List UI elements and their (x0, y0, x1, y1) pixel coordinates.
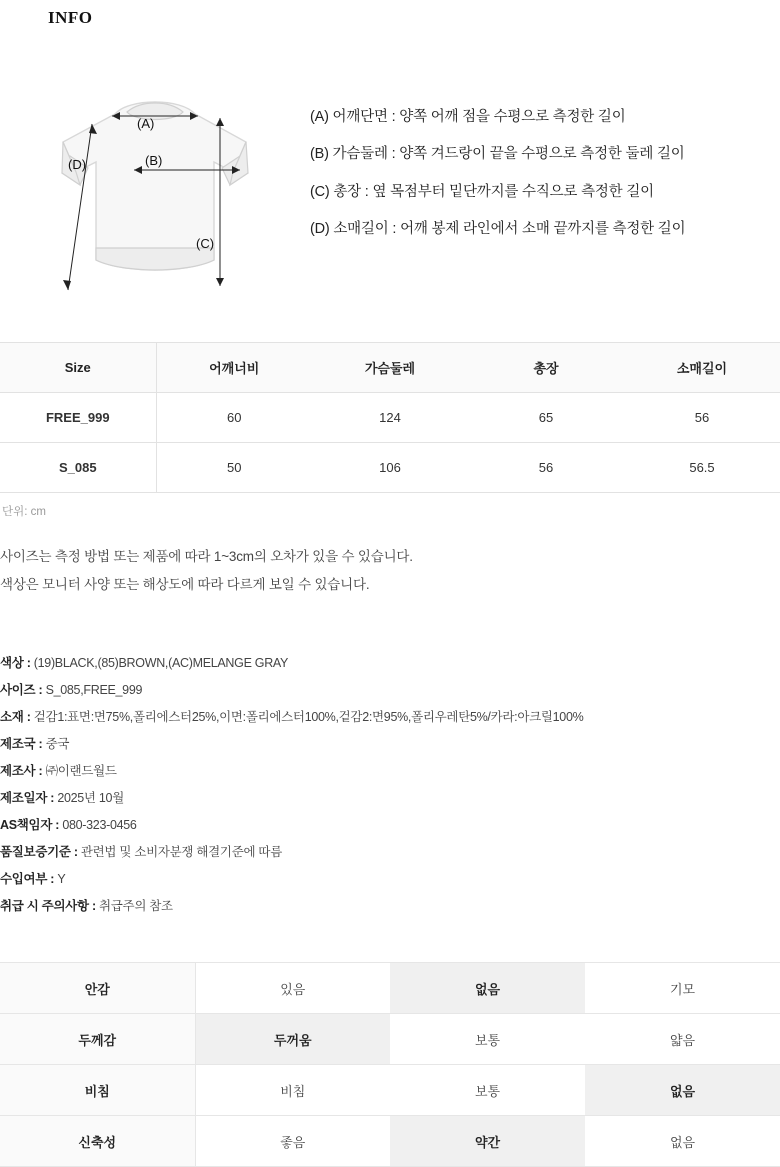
attribute-option: 없음 (585, 1116, 780, 1167)
spec-value: ㈜이랜드월드 (45, 764, 117, 778)
spec-value: 겉감1:표면:면75%,폴리에스터25%,이면:폴리에스터100%,겉감2:면95%,폴리우레탄5%/카라:아크릴100% (33, 710, 584, 724)
notice-line-1: 사이즈는 측정 방법 또는 제품에 따라 1~3cm의 오차가 있을 수 있습니다. (0, 549, 413, 564)
attribute-label: 신축성 (0, 1116, 195, 1167)
sweater-diagram (0, 46, 310, 306)
attribute-option-selected: 없음 (585, 1065, 780, 1116)
attribute-option: 있음 (195, 963, 390, 1014)
spec-color (0, 653, 780, 671)
spec-value: 취급주의 참조 (99, 899, 173, 913)
size-measurement-table (0, 342, 780, 493)
cell-sleeve: 56.5 (624, 443, 780, 493)
spec-value: 관련법 및 소비자분쟁 해결기준에 따름 (80, 845, 282, 859)
spec-key: 제조국 : (0, 737, 43, 751)
attribute-option: 보통 (390, 1065, 585, 1116)
spec-key: AS책임자 : (0, 818, 60, 832)
spec-as-contact (0, 815, 780, 833)
table-header-row (0, 343, 780, 393)
label-d: (D) (68, 157, 87, 172)
attribute-option: 기모 (585, 963, 780, 1014)
attribute-row-thickness (0, 1014, 780, 1065)
unit-note: 단위: cm (2, 506, 46, 518)
spec-key: 제조사 : (0, 764, 43, 778)
attribute-table (0, 962, 780, 1167)
attribute-label: 두께감 (0, 1014, 195, 1065)
notice-line-2: 색상은 모니터 사양 또는 해상도에 따라 다르게 보일 수 있습니다. (0, 577, 370, 592)
spec-key: 제조일자 : (0, 791, 55, 805)
cell-size: S_085 (0, 443, 156, 493)
attribute-label: 비침 (0, 1065, 195, 1116)
table-row (0, 393, 780, 443)
column-header-size: Size (0, 343, 156, 393)
cell-chest: 124 (312, 393, 468, 443)
spec-manufacturer (0, 761, 780, 779)
attribute-option: 얇음 (585, 1014, 780, 1065)
attribute-option: 보통 (390, 1014, 585, 1065)
attribute-row-lining (0, 963, 780, 1014)
table-row (0, 443, 780, 493)
spec-value: S_085,FREE_999 (45, 683, 143, 697)
spec-size (0, 680, 780, 698)
spec-value: 2025년 10월 (57, 791, 124, 805)
measurement-legend (310, 46, 780, 256)
spec-key: 사이즈 : (0, 683, 43, 697)
legend-item-b: (B) 가슴둘레 : 양쪽 겨드랑이 끝을 수평으로 측정한 둘레 길이 (310, 146, 685, 163)
spec-key: 수입여부 : (0, 872, 55, 886)
notice-block (0, 519, 780, 593)
label-c: (C) (196, 236, 215, 251)
spec-key: 색상 : (0, 656, 31, 670)
cell-shoulder: 60 (156, 393, 312, 443)
sweater-illustration-svg (0, 46, 310, 306)
measurement-diagram-section (0, 28, 780, 300)
attribute-option: 비침 (195, 1065, 390, 1116)
cell-length: 56 (468, 443, 624, 493)
cell-size: FREE_999 (0, 393, 156, 443)
column-header-sleeve: 소매길이 (624, 343, 780, 393)
spec-list (0, 601, 780, 914)
legend-item-c: (C) 총장 : 옆 목점부터 밑단까지를 수직으로 측정한 길이 (310, 183, 654, 200)
cell-sleeve: 56 (624, 393, 780, 443)
attribute-row-sheerness (0, 1065, 780, 1116)
label-b: (B) (145, 153, 163, 168)
spec-material (0, 707, 780, 725)
spec-warranty (0, 842, 780, 860)
attribute-row-elasticity (0, 1116, 780, 1167)
label-a: (A) (137, 116, 155, 131)
column-header-length: 총장 (468, 343, 624, 393)
spec-value: (19)BLACK,(85)BROWN,(AC)MELANGE GRAY (33, 656, 289, 670)
spec-manufacture-date (0, 788, 780, 806)
spec-key: 품질보증기준 : (0, 845, 78, 859)
cell-length: 65 (468, 393, 624, 443)
column-header-chest: 가슴둘레 (312, 343, 468, 393)
legend-item-a: (A) 어깨단면 : 양쪽 어깨 점을 수평으로 측정한 길이 (310, 109, 626, 125)
attribute-option-selected: 두꺼움 (195, 1014, 390, 1065)
page-title: INFO (48, 8, 93, 27)
cell-chest: 106 (312, 443, 468, 493)
cell-shoulder: 50 (156, 443, 312, 493)
column-header-shoulder: 어깨너비 (156, 343, 312, 393)
spec-value: Y (57, 872, 66, 886)
attribute-option-selected: 없음 (390, 963, 585, 1014)
spec-import (0, 869, 780, 887)
spec-value: 080-323-0456 (62, 818, 137, 832)
spec-country (0, 734, 780, 752)
attribute-option: 좋음 (195, 1116, 390, 1167)
spec-care (0, 896, 780, 914)
attribute-label: 안감 (0, 963, 195, 1014)
attribute-option-selected: 약간 (390, 1116, 585, 1167)
spec-value: 중국 (45, 737, 70, 751)
legend-item-d: (D) 소매길이 : 어깨 봉제 라인에서 소매 끝까지를 측정한 길이 (310, 221, 686, 238)
spec-key: 취급 시 주의사항 : (0, 899, 96, 913)
spec-key: 소재 : (0, 710, 31, 724)
